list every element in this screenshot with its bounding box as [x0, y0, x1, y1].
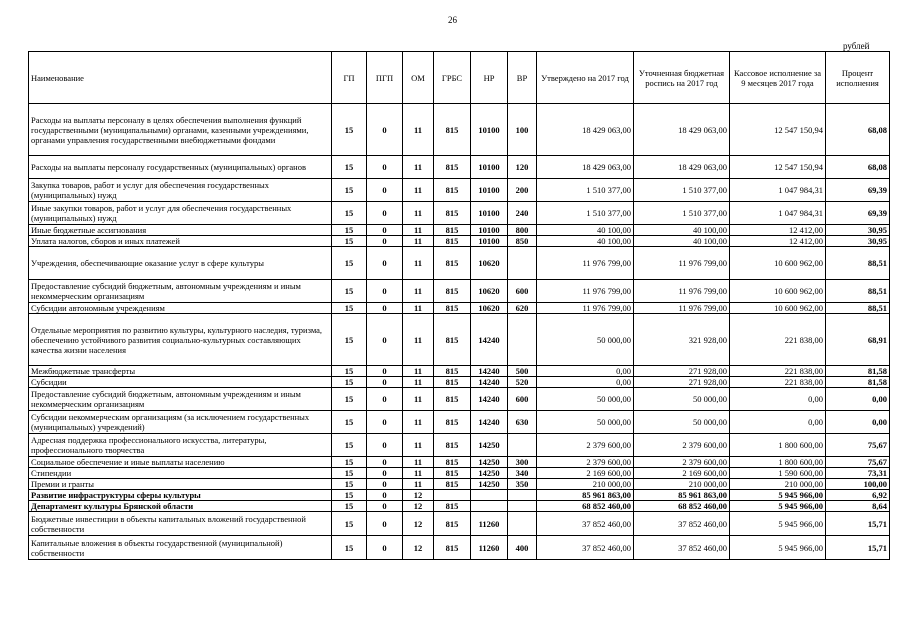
cell-percent: 68,08	[826, 156, 890, 179]
table-row	[29, 501, 890, 512]
cell-pgp: 0	[367, 411, 403, 434]
cell-percent: 88,51	[826, 280, 890, 303]
cell-vr: 400	[508, 536, 537, 560]
cell-vr: 120	[508, 156, 537, 179]
table-row	[29, 479, 890, 490]
cell-percent: 69,39	[826, 202, 890, 225]
cell-np: 10100	[471, 225, 508, 236]
cell-grbs: 815	[434, 303, 471, 314]
header-vr: ВР	[508, 52, 537, 104]
table-row	[29, 468, 890, 479]
cell-cash: 5 945 966,00	[730, 501, 826, 512]
cell-vr: 520	[508, 377, 537, 388]
cell-gp: 15	[332, 411, 367, 434]
cell-cash: 1 800 600,00	[730, 434, 826, 457]
cell-cash: 12 412,00	[730, 236, 826, 247]
cell-revised: 18 429 063,00	[634, 104, 730, 156]
cell-gp: 15	[332, 104, 367, 156]
cell-np: 14250	[471, 479, 508, 490]
cell-om: 12	[403, 536, 434, 560]
cell-approved: 11 976 799,00	[537, 247, 634, 280]
cell-vr	[508, 314, 537, 366]
cell-vr: 800	[508, 225, 537, 236]
cell-grbs: 815	[434, 457, 471, 468]
cell-revised: 50 000,00	[634, 388, 730, 411]
cell-cash: 221 838,00	[730, 377, 826, 388]
cell-gp: 15	[332, 512, 367, 536]
cell-approved: 0,00	[537, 366, 634, 377]
cell-np: 10620	[471, 247, 508, 280]
cell-vr	[508, 490, 537, 501]
cell-pgp: 0	[367, 366, 403, 377]
cell-pgp: 0	[367, 377, 403, 388]
cell-np: 10100	[471, 104, 508, 156]
cell-name: Субсидии некоммерческим организациям (за исключением государственных (муниципальных) учреждений)	[29, 411, 332, 434]
cell-om: 11	[403, 468, 434, 479]
table-row	[29, 377, 890, 388]
table-row	[29, 179, 890, 202]
cell-name: Закупка товаров, работ и услуг для обеспечения государственных (муниципальных) нужд	[29, 179, 332, 202]
cell-gp: 15	[332, 468, 367, 479]
cell-approved: 11 976 799,00	[537, 303, 634, 314]
cell-om: 11	[403, 247, 434, 280]
header-approved: Утверждено на 2017 год	[537, 52, 634, 104]
cell-np	[471, 490, 508, 501]
cell-cash: 221 838,00	[730, 366, 826, 377]
cell-grbs: 815	[434, 247, 471, 280]
header-revised: Уточненная бюджетная роспись на 2017 год	[634, 52, 730, 104]
table-row	[29, 434, 890, 457]
cell-vr: 500	[508, 366, 537, 377]
cell-grbs: 815	[434, 411, 471, 434]
cell-vr: 630	[508, 411, 537, 434]
table-row	[29, 104, 890, 156]
header-percent: Процент исполнения	[826, 52, 890, 104]
cell-vr: 340	[508, 468, 537, 479]
cell-cash: 221 838,00	[730, 314, 826, 366]
cell-percent: 0,00	[826, 411, 890, 434]
page-number: 26	[448, 15, 457, 25]
cell-revised: 18 429 063,00	[634, 156, 730, 179]
cell-np: 14250	[471, 457, 508, 468]
cell-grbs: 815	[434, 366, 471, 377]
cell-approved: 85 961 863,00	[537, 490, 634, 501]
cell-name: Иные бюджетные ассигнования	[29, 225, 332, 236]
cell-percent: 68,91	[826, 314, 890, 366]
table-row	[29, 388, 890, 411]
cell-percent: 68,08	[826, 104, 890, 156]
cell-om: 11	[403, 236, 434, 247]
cell-grbs: 815	[434, 314, 471, 366]
cell-gp: 15	[332, 247, 367, 280]
cell-np: 14240	[471, 366, 508, 377]
cell-om: 11	[403, 104, 434, 156]
cell-grbs: 815	[434, 434, 471, 457]
cell-name: Премии и гранты	[29, 479, 332, 490]
cell-name: Уплата налогов, сборов и иных платежей	[29, 236, 332, 247]
cell-revised: 1 510 377,00	[634, 179, 730, 202]
cell-gp: 15	[332, 366, 367, 377]
cell-grbs: 815	[434, 280, 471, 303]
header-grbs: ГРБС	[434, 52, 471, 104]
cell-cash: 5 945 966,00	[730, 512, 826, 536]
cell-name: Иные закупки товаров, работ и услуг для обеспечения государственных (муниципальных) нужд	[29, 202, 332, 225]
cell-revised: 68 852 460,00	[634, 501, 730, 512]
cell-approved: 2 379 600,00	[537, 457, 634, 468]
cell-percent: 73,31	[826, 468, 890, 479]
header-cash: Кассовое исполнение за 9 месяцев 2017 года	[730, 52, 826, 104]
cell-name: Отдельные мероприятия по развитию культуры, культурного наследия, туризма, обеспечению устойчивого развития социально-культурных составляющих качества жизни населения	[29, 314, 332, 366]
cell-pgp: 0	[367, 501, 403, 512]
cell-om: 11	[403, 280, 434, 303]
cell-approved: 50 000,00	[537, 314, 634, 366]
cell-om: 11	[403, 225, 434, 236]
cell-pgp: 0	[367, 468, 403, 479]
cell-np: 10100	[471, 156, 508, 179]
cell-np: 11260	[471, 512, 508, 536]
cell-revised: 11 976 799,00	[634, 280, 730, 303]
cell-gp: 15	[332, 314, 367, 366]
cell-cash: 12 547 150,94	[730, 156, 826, 179]
cell-pgp: 0	[367, 457, 403, 468]
cell-gp: 15	[332, 156, 367, 179]
cell-name: Капитальные вложения в объекты государственной (муниципальной) собственности	[29, 536, 332, 560]
cell-pgp: 0	[367, 490, 403, 501]
cell-name: Развитие инфраструктуры сферы культуры	[29, 490, 332, 501]
cell-percent: 15,71	[826, 536, 890, 560]
cell-vr: 100	[508, 104, 537, 156]
cell-approved: 0,00	[537, 377, 634, 388]
cell-approved: 40 100,00	[537, 236, 634, 247]
cell-revised: 37 852 460,00	[634, 536, 730, 560]
cell-vr: 350	[508, 479, 537, 490]
cell-gp: 15	[332, 303, 367, 314]
cell-cash: 0,00	[730, 388, 826, 411]
cell-percent: 30,95	[826, 225, 890, 236]
cell-percent: 8,64	[826, 501, 890, 512]
header-pgp: ПГП	[367, 52, 403, 104]
cell-om: 12	[403, 512, 434, 536]
cell-name: Бюджетные инвестиции в объекты капитальных вложений государственной собственности	[29, 512, 332, 536]
cell-percent: 6,92	[826, 490, 890, 501]
cell-approved: 210 000,00	[537, 479, 634, 490]
cell-name: Межбюджетные трансферты	[29, 366, 332, 377]
cell-percent: 0,00	[826, 388, 890, 411]
cell-grbs: 815	[434, 388, 471, 411]
cell-om: 11	[403, 202, 434, 225]
cell-cash: 1 590 600,00	[730, 468, 826, 479]
cell-grbs: 815	[434, 536, 471, 560]
cell-gp: 15	[332, 457, 367, 468]
cell-vr: 240	[508, 202, 537, 225]
cell-percent: 75,67	[826, 457, 890, 468]
cell-np: 14240	[471, 388, 508, 411]
cell-name: Субсидии	[29, 377, 332, 388]
cell-approved: 37 852 460,00	[537, 536, 634, 560]
cell-vr: 600	[508, 280, 537, 303]
cell-np: 10620	[471, 303, 508, 314]
cell-vr	[508, 501, 537, 512]
cell-gp: 15	[332, 536, 367, 560]
cell-approved: 1 510 377,00	[537, 202, 634, 225]
cell-revised: 11 976 799,00	[634, 247, 730, 280]
cell-np: 14240	[471, 377, 508, 388]
cell-revised: 50 000,00	[634, 411, 730, 434]
cell-gp: 15	[332, 202, 367, 225]
cell-vr: 600	[508, 388, 537, 411]
cell-pgp: 0	[367, 434, 403, 457]
cell-om: 12	[403, 490, 434, 501]
cell-revised: 2 379 600,00	[634, 457, 730, 468]
cell-revised: 210 000,00	[634, 479, 730, 490]
table-row	[29, 314, 890, 366]
table-row	[29, 236, 890, 247]
header-om: ОМ	[403, 52, 434, 104]
cell-om: 11	[403, 303, 434, 314]
cell-approved: 1 510 377,00	[537, 179, 634, 202]
cell-name: Социальное обеспечение и иные выплаты населению	[29, 457, 332, 468]
table-row	[29, 512, 890, 536]
cell-gp: 15	[332, 479, 367, 490]
cell-np	[471, 501, 508, 512]
table-body	[29, 104, 890, 560]
cell-np: 14240	[471, 314, 508, 366]
table-row	[29, 457, 890, 468]
cell-cash: 1 047 984,31	[730, 179, 826, 202]
cell-gp: 15	[332, 388, 367, 411]
cell-name: Расходы на выплаты персоналу государственных (муниципальных) органов	[29, 156, 332, 179]
cell-om: 11	[403, 156, 434, 179]
cell-cash: 12 412,00	[730, 225, 826, 236]
cell-name: Учреждения, обеспечивающие оказание услуг в сфере культуры	[29, 247, 332, 280]
cell-grbs: 815	[434, 225, 471, 236]
cell-gp: 15	[332, 501, 367, 512]
table-row	[29, 366, 890, 377]
cell-cash: 0,00	[730, 411, 826, 434]
cell-pgp: 0	[367, 236, 403, 247]
cell-revised: 37 852 460,00	[634, 512, 730, 536]
cell-grbs: 815	[434, 479, 471, 490]
cell-om: 11	[403, 388, 434, 411]
cell-vr	[508, 247, 537, 280]
cell-pgp: 0	[367, 536, 403, 560]
cell-np: 10620	[471, 280, 508, 303]
cell-gp: 15	[332, 377, 367, 388]
cell-revised: 40 100,00	[634, 236, 730, 247]
cell-vr: 200	[508, 179, 537, 202]
cell-revised: 2 169 600,00	[634, 468, 730, 479]
header-gp: ГП	[332, 52, 367, 104]
cell-pgp: 0	[367, 280, 403, 303]
cell-grbs: 815	[434, 104, 471, 156]
table-row	[29, 490, 890, 501]
cell-vr	[508, 434, 537, 457]
budget-table	[28, 51, 890, 560]
table-row	[29, 156, 890, 179]
cell-pgp: 0	[367, 512, 403, 536]
cell-cash: 12 547 150,94	[730, 104, 826, 156]
cell-revised: 271 928,00	[634, 366, 730, 377]
cell-om: 12	[403, 501, 434, 512]
cell-cash: 1 047 984,31	[730, 202, 826, 225]
cell-pgp: 0	[367, 303, 403, 314]
cell-cash: 10 600 962,00	[730, 247, 826, 280]
cell-np: 14250	[471, 434, 508, 457]
cell-name: Субсидии автономным учреждениям	[29, 303, 332, 314]
cell-om: 11	[403, 434, 434, 457]
cell-cash: 5 945 966,00	[730, 490, 826, 501]
cell-revised: 1 510 377,00	[634, 202, 730, 225]
cell-approved: 2 379 600,00	[537, 434, 634, 457]
cell-revised: 85 961 863,00	[634, 490, 730, 501]
cell-name: Предоставление субсидий бюджетным, автономным учреждениям и иным некоммерческим организациям	[29, 388, 332, 411]
table-header-row	[29, 52, 890, 104]
cell-om: 11	[403, 314, 434, 366]
cell-approved: 18 429 063,00	[537, 156, 634, 179]
cell-percent: 88,51	[826, 247, 890, 280]
cell-pgp: 0	[367, 202, 403, 225]
table-row	[29, 225, 890, 236]
cell-pgp: 0	[367, 479, 403, 490]
cell-np: 10100	[471, 179, 508, 202]
cell-om: 11	[403, 411, 434, 434]
cell-grbs: 815	[434, 468, 471, 479]
cell-gp: 15	[332, 225, 367, 236]
cell-percent: 15,71	[826, 512, 890, 536]
cell-approved: 2 169 600,00	[537, 468, 634, 479]
cell-om: 11	[403, 457, 434, 468]
cell-cash: 5 945 966,00	[730, 536, 826, 560]
cell-cash: 10 600 962,00	[730, 303, 826, 314]
cell-om: 11	[403, 479, 434, 490]
cell-revised: 40 100,00	[634, 225, 730, 236]
cell-percent: 69,39	[826, 179, 890, 202]
cell-approved: 40 100,00	[537, 225, 634, 236]
cell-cash: 1 800 600,00	[730, 457, 826, 468]
cell-grbs: 815	[434, 236, 471, 247]
cell-revised: 271 928,00	[634, 377, 730, 388]
cell-approved: 50 000,00	[537, 388, 634, 411]
cell-vr: 300	[508, 457, 537, 468]
cell-revised: 321 928,00	[634, 314, 730, 366]
cell-gp: 15	[332, 236, 367, 247]
table-row	[29, 536, 890, 560]
cell-om: 11	[403, 179, 434, 202]
cell-grbs: 815	[434, 501, 471, 512]
cell-approved: 18 429 063,00	[537, 104, 634, 156]
cell-approved: 37 852 460,00	[537, 512, 634, 536]
cell-cash: 210 000,00	[730, 479, 826, 490]
cell-pgp: 0	[367, 388, 403, 411]
cell-revised: 11 976 799,00	[634, 303, 730, 314]
cell-grbs: 815	[434, 179, 471, 202]
header-name: Наименование	[29, 52, 332, 104]
cell-gp: 15	[332, 179, 367, 202]
cell-name: Предоставление субсидий бюджетным, автономным учреждениям и иным некоммерческим организациям	[29, 280, 332, 303]
cell-percent: 88,51	[826, 303, 890, 314]
cell-pgp: 0	[367, 247, 403, 280]
cell-approved: 50 000,00	[537, 411, 634, 434]
cell-grbs	[434, 490, 471, 501]
cell-percent: 81,58	[826, 377, 890, 388]
cell-approved: 11 976 799,00	[537, 280, 634, 303]
cell-percent: 75,67	[826, 434, 890, 457]
cell-cash: 10 600 962,00	[730, 280, 826, 303]
cell-vr: 620	[508, 303, 537, 314]
cell-grbs: 815	[434, 377, 471, 388]
cell-om: 11	[403, 366, 434, 377]
currency-note: рублей	[843, 41, 870, 51]
cell-np: 11260	[471, 536, 508, 560]
cell-grbs: 815	[434, 156, 471, 179]
cell-np: 14240	[471, 411, 508, 434]
table-row	[29, 202, 890, 225]
cell-pgp: 0	[367, 104, 403, 156]
cell-pgp: 0	[367, 314, 403, 366]
cell-om: 11	[403, 377, 434, 388]
cell-gp: 15	[332, 280, 367, 303]
cell-pgp: 0	[367, 225, 403, 236]
cell-percent: 81,58	[826, 366, 890, 377]
cell-grbs: 815	[434, 202, 471, 225]
cell-pgp: 0	[367, 179, 403, 202]
cell-vr	[508, 512, 537, 536]
header-np: НР	[471, 52, 508, 104]
cell-revised: 2 379 600,00	[634, 434, 730, 457]
cell-grbs: 815	[434, 512, 471, 536]
cell-np: 10100	[471, 202, 508, 225]
cell-name: Адресная поддержка профессионального искусства, литературы, профессионального творчества	[29, 434, 332, 457]
cell-approved: 68 852 460,00	[537, 501, 634, 512]
cell-name: Стипендии	[29, 468, 332, 479]
cell-gp: 15	[332, 434, 367, 457]
cell-pgp: 0	[367, 156, 403, 179]
cell-percent: 30,95	[826, 236, 890, 247]
cell-gp: 15	[332, 490, 367, 501]
table-row	[29, 411, 890, 434]
table-row	[29, 303, 890, 314]
cell-name: Департамент культуры Брянской области	[29, 501, 332, 512]
cell-np: 10100	[471, 236, 508, 247]
cell-vr: 850	[508, 236, 537, 247]
table-row	[29, 247, 890, 280]
cell-name: Расходы на выплаты персоналу в целях обеспечения выполнения функций государственными (муниципальными) органами, казенными учреждениями, органами управления государственными внебюджетными фондами	[29, 104, 332, 156]
cell-percent: 100,00	[826, 479, 890, 490]
cell-np: 14250	[471, 468, 508, 479]
table-row	[29, 280, 890, 303]
